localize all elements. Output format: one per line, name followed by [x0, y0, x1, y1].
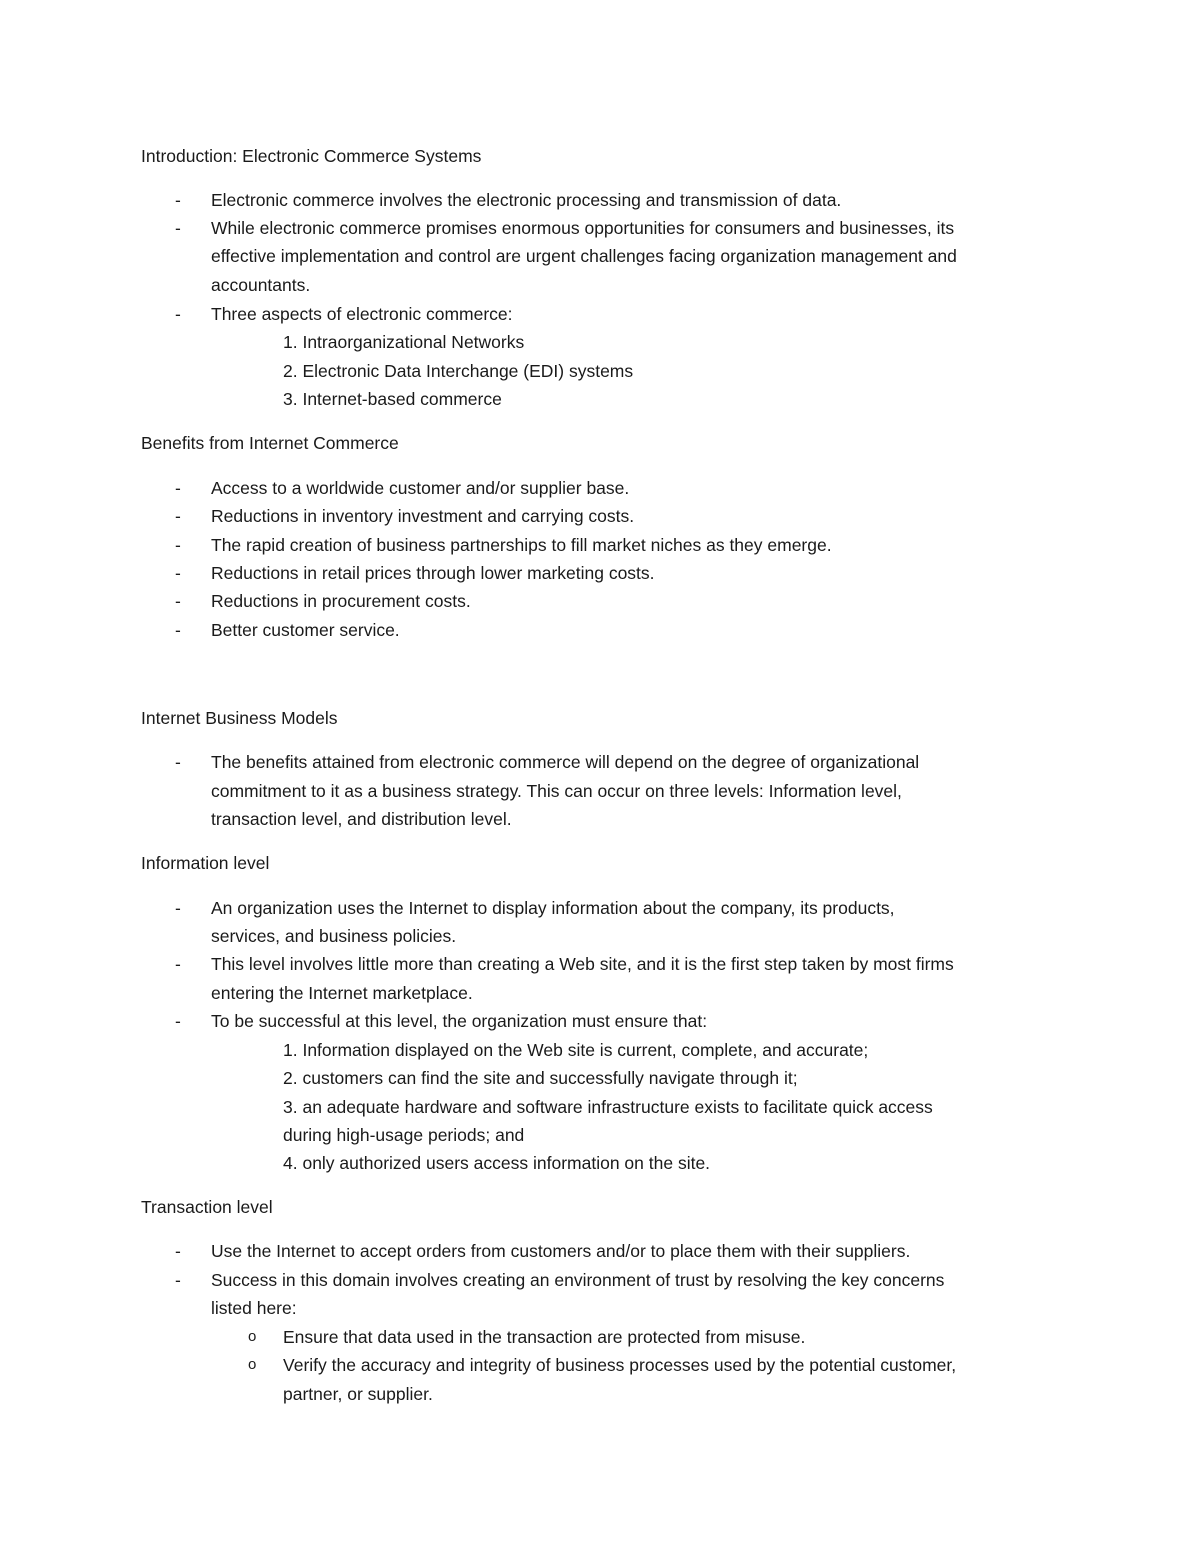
models-bullet-continuation: commitment to it as a business strategy. This can occur on three levels: Information level,	[211, 781, 902, 801]
info-bullet-continuation: services, and business policies.	[211, 926, 457, 946]
benefit-item: Reductions in procurement costs.	[211, 591, 471, 611]
intro-bullet: Three aspects of electronic commerce:	[211, 304, 513, 324]
requirement-item: 2. customers can find the site and successfully navigate through it;	[283, 1068, 798, 1088]
info-bullet: This level involves little more than creating a Web site, and it is the first step taken by most firms	[211, 954, 954, 974]
bullet-dash: -	[175, 954, 181, 974]
requirement-item: 3. an adequate hardware and software infrastructure exists to facilitate quick access	[283, 1097, 933, 1117]
section-title-benefits: Benefits from Internet Commerce	[141, 433, 399, 453]
requirement-item-continuation: during high-usage periods; and	[283, 1125, 525, 1145]
bullet-dash: -	[175, 1270, 181, 1290]
bullet-dash: -	[175, 1241, 181, 1261]
bullet-dash: -	[175, 478, 181, 498]
requirement-item: 1. Information displayed on the Web site is current, complete, and accurate;	[283, 1040, 869, 1060]
bullet-dash: -	[175, 304, 181, 324]
info-bullet: An organization uses the Internet to display information about the company, its products,	[211, 898, 895, 918]
bullet-dash: -	[175, 506, 181, 526]
section-title-information-level: Information level	[141, 853, 270, 873]
bullet-dash: -	[175, 898, 181, 918]
section-title-transaction-level: Transaction level	[141, 1197, 273, 1217]
intro-bullet: While electronic commerce promises enormous opportunities for consumers and businesses, its	[211, 218, 955, 238]
requirement-item: 4. only authorized users access information on the site.	[283, 1153, 711, 1173]
transaction-bullet-continuation: listed here:	[211, 1298, 297, 1318]
section-title-models: Internet Business Models	[141, 708, 338, 728]
intro-bullet: Electronic commerce involves the electronic processing and transmission of data.	[211, 190, 842, 210]
models-bullet-continuation: transaction level, and distribution level.	[211, 809, 512, 829]
aspect-item: 3. Internet-based commerce	[283, 389, 502, 409]
aspect-item: 2. Electronic Data Interchange (EDI) systems	[283, 361, 634, 381]
intro-bullet-continuation: accountants.	[211, 275, 311, 295]
benefit-item: The rapid creation of business partnerships to fill market niches as they emerge.	[211, 535, 832, 555]
models-bullet: The benefits attained from electronic commerce will depend on the degree of organizational	[211, 752, 920, 772]
bullet-dash: -	[175, 1011, 181, 1031]
benefit-item: Access to a worldwide customer and/or supplier base.	[211, 478, 630, 498]
bullet-dash: -	[175, 563, 181, 583]
bullet-dash: -	[175, 591, 181, 611]
concern-item: Verify the accuracy and integrity of business processes used by the potential customer,	[283, 1355, 957, 1375]
transaction-bullet: Success in this domain involves creating an environment of trust by resolving the key concerns	[211, 1270, 945, 1290]
benefit-item: Reductions in inventory investment and carrying costs.	[211, 506, 635, 526]
transaction-bullet: Use the Internet to accept orders from customers and/or to place them with their suppliers.	[211, 1241, 911, 1261]
bullet-dash: -	[175, 535, 181, 555]
bullet-dash: -	[175, 620, 181, 640]
benefit-item: Better customer service.	[211, 620, 400, 640]
aspect-item: 1. Intraorganizational Networks	[283, 332, 525, 352]
info-bullet: To be successful at this level, the organization must ensure that:	[211, 1011, 708, 1031]
info-bullet-continuation: entering the Internet marketplace.	[211, 983, 473, 1003]
concern-item-continuation: partner, or supplier.	[283, 1384, 433, 1404]
benefit-item: Reductions in retail prices through lower marketing costs.	[211, 563, 655, 583]
bullet-dash: -	[175, 190, 181, 210]
bullet-dash: -	[175, 218, 181, 238]
section-title-intro: Introduction: Electronic Commerce Systems	[141, 146, 482, 166]
bullet-circle: o	[248, 1356, 257, 1373]
concern-item: Ensure that data used in the transaction are protected from misuse.	[283, 1327, 806, 1347]
intro-bullet-continuation: effective implementation and control are urgent challenges facing organization management and	[211, 246, 957, 266]
bullet-circle: o	[248, 1328, 257, 1345]
bullet-dash: -	[175, 752, 181, 772]
